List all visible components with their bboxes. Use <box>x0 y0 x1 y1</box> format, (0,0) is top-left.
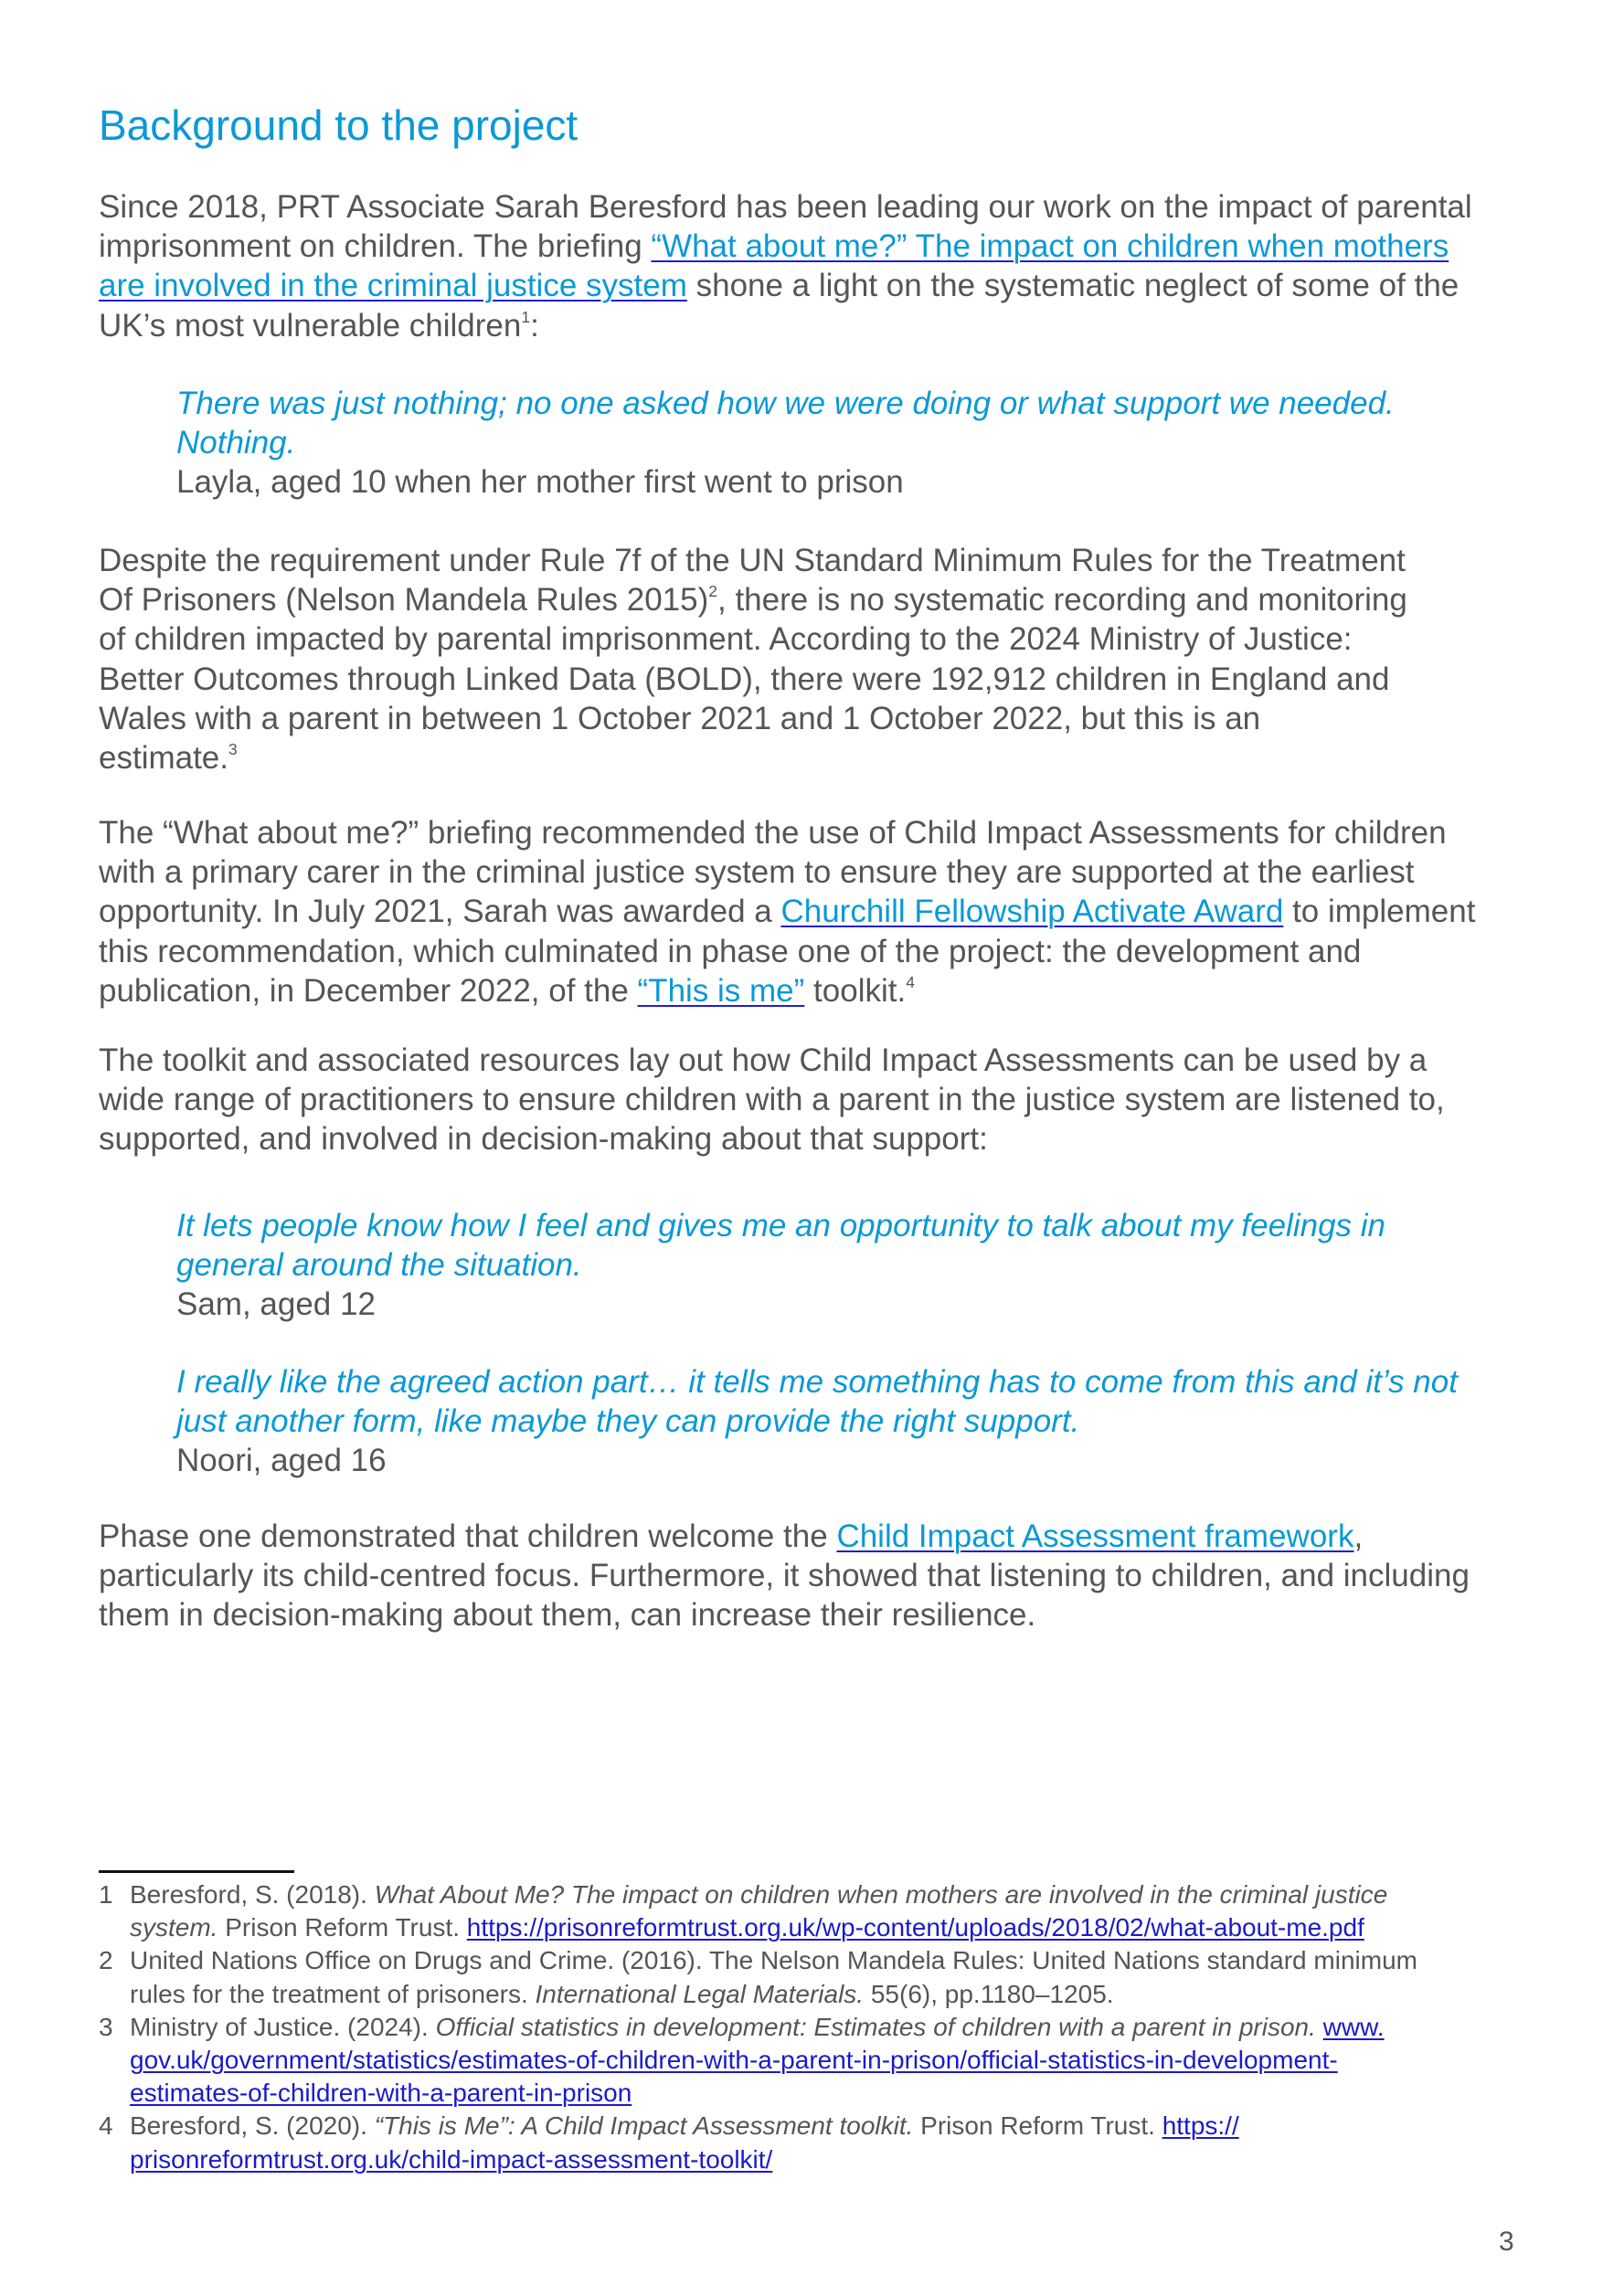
text: of children impacted by parental imprisonment. According to the 2024 Ministry of Justice: <box>99 621 1353 658</box>
text: , there is no systematic recording and monitoring <box>717 582 1407 619</box>
footnote-link[interactable]: gov.uk/government/statistics/estimates-of-children-with-a-parent-in-prison/official-statistics-in-development- <box>130 2046 1338 2075</box>
text: Phase one demonstrated that children welcome the <box>99 1518 837 1554</box>
footnote-link[interactable]: https:// <box>1162 2111 1239 2141</box>
text: Since 2018, PRT Associate Sarah Beresford has been leading our work on the impact of parental <box>99 189 1472 225</box>
text: wide range of practitioners to ensure children with a parent in the justice system are listened to, <box>99 1082 1445 1118</box>
quote-text: just another form, like maybe they can provide the right support. <box>176 1403 1080 1439</box>
footnotes <box>99 1878 1417 2176</box>
footnote-ref-1: 1 <box>521 307 531 326</box>
what-about-me-link[interactable]: “What about me?” The impact on children when mothers <box>651 228 1449 265</box>
footnote-number: 3 <box>99 2012 113 2041</box>
text: Beresford, S. (2018). <box>130 1880 375 1909</box>
text: particularly its child-centred focus. Furthermore, it showed that listening to children, and including <box>99 1558 1470 1594</box>
footnote-4 <box>99 2110 1417 2175</box>
quote-sam <box>176 1206 1385 1324</box>
text: estimate. <box>99 740 228 777</box>
citation-title: What About Me? The impact on children when mothers are involved in the criminal justice <box>374 1880 1388 1909</box>
text: Prison Reform Trust. <box>218 1913 467 1942</box>
quote-attribution: Sam, aged 12 <box>176 1286 376 1322</box>
paragraph-mandela-rules <box>99 541 1407 778</box>
text: : <box>530 307 539 344</box>
footnote-number: 4 <box>99 2111 113 2141</box>
citation-title: “This is Me”: A Child Impact Assessment toolkit. <box>374 2111 914 2141</box>
footnote-2 <box>99 1944 1417 2010</box>
quote-layla <box>176 384 1395 502</box>
quote-text: I really like the agreed action part… it tells me something has to come from this and it’s not <box>176 1364 1458 1400</box>
quote-text: There was just nothing; no one asked how we were doing or what support we needed. <box>176 386 1395 421</box>
paragraph-phase-one <box>99 1517 1470 1635</box>
citation-title: system. <box>130 1913 218 1942</box>
paragraph-toolkit <box>99 1041 1445 1159</box>
text: rules for the treatment of prisoners. <box>130 1979 536 2008</box>
text: Ministry of Justice. (2024). <box>130 2012 436 2041</box>
text: The toolkit and associated resources lay out how Child Impact Assessments can be used by a <box>99 1042 1428 1078</box>
paragraph-intro <box>99 187 1472 345</box>
text: The “What about me?” briefing recommended the use of Child Impact Assessments for children <box>99 815 1447 851</box>
footnote-number: 2 <box>99 1946 113 1975</box>
text: supported, and involved in decision-making about that support: <box>99 1121 988 1158</box>
paragraph-briefing <box>99 813 1475 1010</box>
text: shone a light on the systematic neglect of some of the <box>686 268 1459 304</box>
text: United Nations Office on Drugs and Crime. (2016). The Nelson Mandela Rules: United Nations standard minimum <box>130 1946 1417 1975</box>
text: Despite the requirement under Rule 7f of the UN Standard Minimum Rules for the Treatment <box>99 543 1406 578</box>
text: imprisonment on children. The briefing <box>99 228 652 265</box>
text: Better Outcomes through Linked Data (BOLD), there were 192,912 children in England and <box>99 661 1390 697</box>
quote-text: It lets people know how I feel and gives me an opportunity to talk about my feelings in <box>176 1208 1385 1243</box>
citation-title: Official statistics in development: Estimates of children with a parent in prison. <box>435 2012 1316 2041</box>
page-number: 3 <box>1499 2227 1514 2257</box>
footnote-link[interactable]: estimates-of-children-with-a-parent-in-prison <box>130 2079 632 2108</box>
footnote-number: 1 <box>99 1880 113 1909</box>
text: UK’s most vulnerable children <box>99 307 522 344</box>
text: 55(6), pp.1180–1205. <box>864 1979 1114 2008</box>
quote-attribution: Layla, aged 10 when her mother first went to prison <box>176 464 904 500</box>
quote-text: general around the situation. <box>176 1247 582 1283</box>
footnote-divider <box>99 1870 294 1873</box>
text: them in decision-making about them, can increase their resilience. <box>99 1597 1036 1634</box>
footnote-1 <box>99 1878 1417 1944</box>
quote-attribution: Noori, aged 16 <box>176 1443 387 1478</box>
text: , <box>1353 1518 1364 1554</box>
quote-noori <box>176 1362 1458 1480</box>
footnote-ref-4: 4 <box>906 972 915 991</box>
text: with a primary carer in the criminal justice system to ensure they are supported at the earliest <box>99 854 1415 891</box>
footnote-3 <box>99 2011 1417 2111</box>
footnote-link[interactable]: prisonreformtrust.org.uk/child-impact-assessment-toolkit/ <box>130 2144 773 2174</box>
text: to implement <box>1283 894 1476 930</box>
quote-text: Nothing. <box>176 425 296 460</box>
churchill-fellowship-link[interactable]: Churchill Fellowship Activate Award <box>780 894 1284 930</box>
footnote-link[interactable]: www. <box>1322 2012 1385 2041</box>
cia-framework-link[interactable]: Child Impact Assessment framework <box>836 1518 1354 1554</box>
footnote-ref-2: 2 <box>708 582 717 601</box>
text: opportunity. In July 2021, Sarah was awarded a <box>99 894 781 930</box>
text: this recommendation, which culminated in phase one of the project: the development and <box>99 933 1362 969</box>
footnote-ref-3: 3 <box>228 740 238 759</box>
text: Wales with a parent in between 1 October 2021 and 1 October 2022, but this is an <box>99 700 1261 736</box>
text: publication, in December 2022, of the <box>99 972 638 1009</box>
what-about-me-link-continued[interactable]: are involved in the criminal justice system <box>99 268 687 304</box>
text: Beresford, S. (2020). <box>130 2111 375 2141</box>
text: toolkit. <box>804 972 907 1009</box>
text: Prison Reform Trust. <box>913 2111 1162 2141</box>
this-is-me-link[interactable]: “This is me” <box>637 972 805 1009</box>
text: Of Prisoners (Nelson Mandela Rules 2015) <box>99 582 709 619</box>
citation-title: International Legal Materials. <box>535 1979 865 2008</box>
page-title: Background to the project <box>99 101 578 149</box>
footnote-link[interactable]: https://prisonreformtrust.org.uk/wp-content/uploads/2018/02/what-about-me.pdf <box>466 1913 1364 1942</box>
